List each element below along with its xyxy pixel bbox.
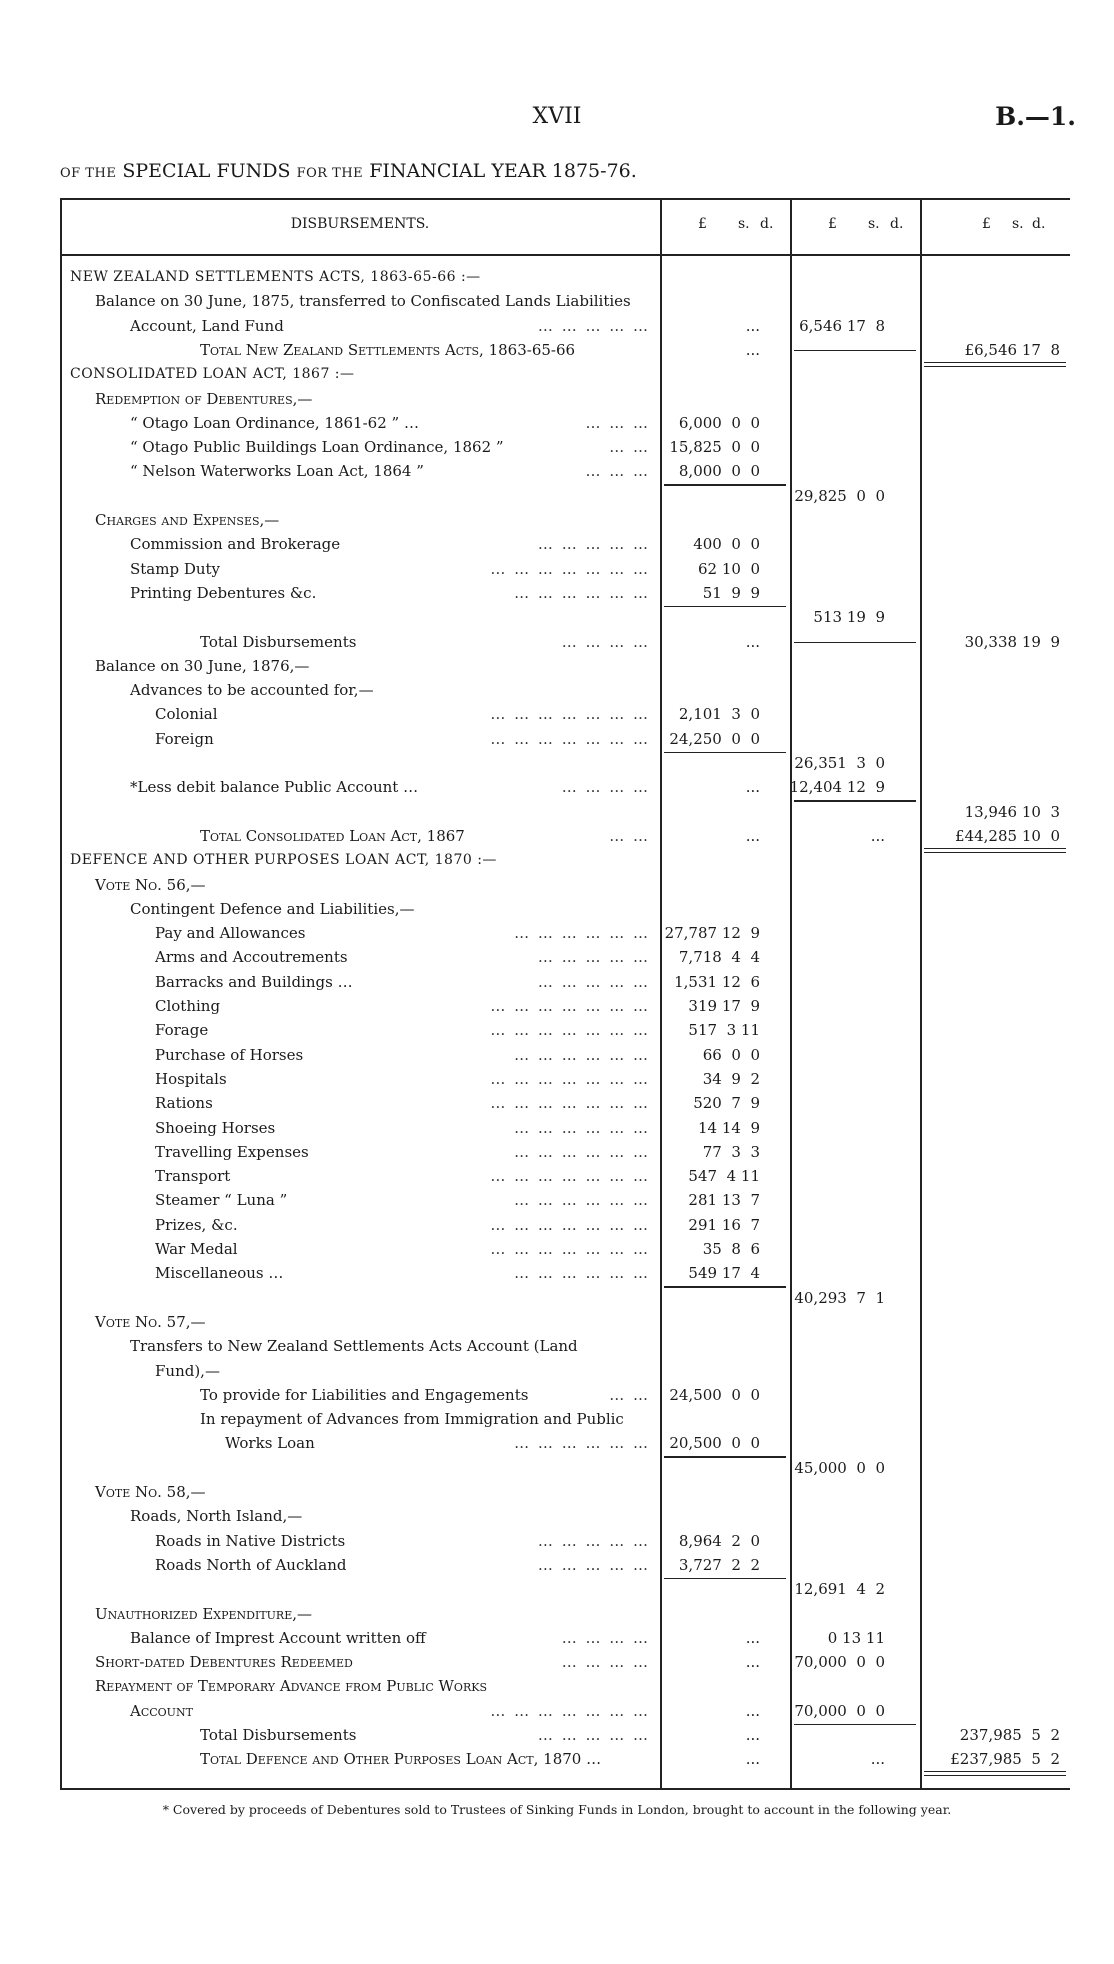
table-row <box>60 365 1070 383</box>
table-row <box>60 487 1070 505</box>
row-label: DEFENCE AND OTHER PURPOSES LOAN ACT, 1870 :— <box>70 852 497 869</box>
leader-dots: … … … … … … … <box>490 1240 650 1258</box>
table-top-rule <box>60 198 1070 200</box>
heading-special-funds: SPECIAL FUNDS <box>122 160 291 182</box>
table-row <box>60 1094 1070 1112</box>
table-row <box>60 317 1070 335</box>
row-label: Shoeing Horses <box>155 1118 276 1137</box>
page-heading <box>60 160 637 182</box>
subtotal-rule <box>794 1724 916 1726</box>
table-row <box>60 1434 1070 1452</box>
leader-dots: … … … … <box>561 632 650 651</box>
amount-cell: 7,718 4 4 <box>678 948 760 967</box>
table-row <box>60 730 1070 748</box>
amount-cell: 8,964 2 0 <box>678 1531 760 1550</box>
leader-dots: … … … … … <box>537 1531 650 1550</box>
total-double-rule <box>924 1771 1066 1776</box>
amount-cell: 70,000 0 0 <box>794 1653 885 1672</box>
row-label: In repayment of Advances from Immigration and Public <box>200 1410 624 1429</box>
row-label: Total Disbursements <box>200 1726 357 1744</box>
leader-dots: … … … … … … <box>514 1045 650 1064</box>
amount-cell: 517 3 11 <box>688 1021 760 1040</box>
amount-cell: £6,546 17 8 <box>964 340 1060 359</box>
amount-cell: 12,691 4 2 <box>794 1580 885 1599</box>
leader-dots: … … … … … <box>537 535 650 554</box>
table-row <box>60 438 1070 456</box>
header-bottom-rule <box>60 254 1070 256</box>
amount-cell: ... <box>745 340 760 359</box>
header-disbursements: DISBURSEMENTS. <box>290 216 430 232</box>
row-label: Balance of Imprest Account written off <box>130 1628 426 1647</box>
row-label: Printing Debentures &c. <box>130 583 317 602</box>
table-row <box>60 1119 1070 1137</box>
leader-dots: … … … … <box>561 1653 650 1672</box>
sum-rule <box>794 642 916 644</box>
amount-cell: ... <box>745 1628 760 1647</box>
row-label: Works Loan <box>225 1434 315 1453</box>
column-divider-3 <box>920 198 922 1790</box>
row-label: Steamer “ Luna ” <box>155 1191 288 1210</box>
row-label: Hospitals <box>155 1069 227 1088</box>
leader-dots: … … … … … <box>537 1726 650 1744</box>
table-row <box>60 754 1070 772</box>
amount-cell: ... <box>745 1653 760 1672</box>
amount-cell: 15,825 0 0 <box>669 438 760 457</box>
table-row <box>60 1337 1070 1355</box>
amount-cell: 26,351 3 0 <box>794 754 885 772</box>
leader-dots: … … … … … … … <box>490 1069 650 1088</box>
row-label: Unauthorized Expenditure,— <box>95 1604 313 1623</box>
column-divider-2 <box>790 198 792 1790</box>
leader-dots: … … … … … <box>537 948 650 967</box>
table-row <box>60 1532 1070 1550</box>
amount-cell: 62 10 0 <box>697 559 760 578</box>
amount-cell: 77 3 3 <box>702 1142 760 1161</box>
row-label: Arms and Accoutrements <box>155 948 348 967</box>
footnote: * Covered by proceeds of Debentures sold to Trustees of Sinking Funds in London, brought to account in the following year. <box>162 1802 952 1817</box>
table-row <box>60 1605 1070 1623</box>
heading-for: FOR THE <box>296 166 364 181</box>
table-row <box>60 924 1070 942</box>
amount-cell: 14 14 9 <box>697 1118 760 1137</box>
table-row <box>60 705 1070 723</box>
table-row <box>60 1556 1070 1574</box>
leader-dots: … … … … … … <box>514 583 650 602</box>
row-label: War Medal <box>155 1240 238 1258</box>
amount-cell: 66 0 0 <box>702 1045 760 1064</box>
column-unit-3-1: £ <box>982 216 991 232</box>
row-label: *Less debit balance Public Account … <box>130 778 419 797</box>
table-row <box>60 292 1070 310</box>
amount-cell: 1,531 12 6 <box>674 972 760 991</box>
table-row <box>60 1313 1070 1331</box>
column-divider-1 <box>660 198 662 1790</box>
amount-cell: ... <box>870 826 885 845</box>
heading-financial-year: FINANCIAL YEAR 1875-76. <box>369 160 637 182</box>
table-row <box>60 1046 1070 1064</box>
leader-dots: … … … … … <box>537 972 650 991</box>
table-row <box>60 1750 1070 1768</box>
leader-dots: … … <box>609 826 650 845</box>
subtotal-rule <box>664 1578 786 1580</box>
column-unit-2-2: s. <box>868 216 880 232</box>
row-label: Stamp Duty <box>130 559 221 578</box>
column-unit-3-3: d. <box>1032 216 1046 232</box>
amount-cell: ... <box>745 632 760 651</box>
amount-cell: 291 16 7 <box>688 1215 760 1234</box>
leader-dots: … … … … <box>561 778 650 797</box>
table-left-border <box>60 198 62 1790</box>
row-label: Purchase of Horses <box>155 1045 304 1064</box>
amount-cell: ... <box>745 1750 760 1769</box>
leader-dots: … … … … … … … <box>490 1021 650 1040</box>
table-row <box>60 1726 1070 1744</box>
table-row <box>60 1629 1070 1647</box>
row-label: Rations <box>155 1094 213 1113</box>
amount-cell: ... <box>870 1750 885 1769</box>
leader-dots: … … … … … … … <box>490 1094 650 1113</box>
table-row <box>60 1191 1070 1209</box>
table-row <box>60 633 1070 651</box>
row-label: Colonial <box>155 705 218 724</box>
table-row <box>60 535 1070 553</box>
document-reference: B.—1. <box>995 102 1076 131</box>
amount-cell: 281 13 7 <box>688 1191 760 1210</box>
table-row <box>60 1580 1070 1598</box>
row-label: Commission and Brokerage <box>130 535 341 554</box>
table-row <box>60 1264 1070 1282</box>
row-label: Total Consolidated Loan Act, 1867 <box>200 826 465 845</box>
amount-cell: 70,000 0 0 <box>794 1701 885 1720</box>
row-label: Vote No. 58,— <box>95 1483 206 1501</box>
row-label: Total Defence and Other Purposes Loan Act, 1870 … <box>200 1750 602 1769</box>
table-row <box>60 1289 1070 1307</box>
row-label: Fund),— <box>155 1361 220 1380</box>
row-label: Transport <box>155 1167 231 1186</box>
amount-cell: ... <box>745 316 760 335</box>
amount-cell: 20,500 0 0 <box>669 1434 760 1453</box>
table-row <box>60 1653 1070 1671</box>
row-label: Short-dated Debentures Redeemed <box>95 1653 353 1672</box>
amount-cell: 549 17 4 <box>688 1264 760 1283</box>
row-label: “ Otago Loan Ordinance, 1861-62 ” … <box>130 413 419 432</box>
amount-cell: 8,000 0 0 <box>678 462 760 481</box>
row-label: “ Nelson Waterworks Loan Act, 1864 ” <box>130 462 424 481</box>
leader-dots: … … … … … … … <box>490 705 650 724</box>
amount-cell: 29,825 0 0 <box>794 486 885 505</box>
leader-dots: … … … … … … … <box>490 559 650 578</box>
amount-cell: 547 4 11 <box>688 1167 760 1186</box>
row-label: Redemption of Debentures,— <box>95 389 313 408</box>
column-unit-2-3: d. <box>890 216 904 232</box>
table-row <box>60 803 1070 821</box>
amount-cell: 24,500 0 0 <box>669 1385 760 1404</box>
amount-cell: 0 13 11 <box>827 1628 885 1647</box>
row-label: Repayment of Temporary Advance from Public Works <box>95 1677 487 1696</box>
amount-cell: £237,985 5 2 <box>950 1750 1060 1769</box>
row-label: Foreign <box>155 729 214 748</box>
leader-dots: … … … … … … <box>514 1434 650 1453</box>
leader-dots: … … … … … … <box>514 1118 650 1137</box>
row-label: Barracks and Buildings … <box>155 972 353 991</box>
amount-cell: 237,985 5 2 <box>959 1726 1060 1744</box>
row-label: NEW ZEALAND SETTLEMENTS ACTS, 1863-65-66 :— <box>70 269 481 285</box>
table-row <box>60 1386 1070 1404</box>
table-row <box>60 681 1070 699</box>
amount-cell: 6,000 0 0 <box>678 413 760 432</box>
row-label: Forage <box>155 1021 209 1040</box>
amount-cell: 34 9 2 <box>702 1069 760 1088</box>
row-label: “ Otago Public Buildings Loan Ordinance, 1862 ” <box>130 438 504 457</box>
table-row <box>60 778 1070 796</box>
table-row <box>60 1459 1070 1477</box>
table-row <box>60 268 1070 286</box>
leader-dots: … … … … … <box>537 316 650 335</box>
amount-cell: 27,787 12 9 <box>664 924 760 943</box>
table-row <box>60 827 1070 845</box>
row-label: Charges and Expenses,— <box>95 511 280 529</box>
leader-dots: … … … … … … … <box>490 729 650 748</box>
subtotal-rule <box>664 752 786 754</box>
disbursements-table <box>60 198 1070 1790</box>
amount-cell: ... <box>745 826 760 845</box>
table-row <box>60 1362 1070 1380</box>
table-row <box>60 390 1070 408</box>
column-unit-1-1: £ <box>698 216 707 232</box>
amount-cell: 400 0 0 <box>693 535 760 554</box>
amount-cell: ... <box>745 1726 760 1744</box>
amount-cell: £44,285 10 0 <box>955 826 1060 845</box>
leader-dots: … … … <box>585 462 650 481</box>
table-row <box>60 1677 1070 1695</box>
leader-dots: … … … … … … … <box>490 1701 650 1720</box>
row-label: Account, Land Fund <box>130 316 284 335</box>
table-row <box>60 876 1070 894</box>
leader-dots: … … … … <box>561 1628 650 1647</box>
amount-cell: 3,727 2 2 <box>678 1555 760 1574</box>
row-label: Balance on 30 June, 1875, transferred to Confiscated Lands Liabilities <box>95 292 631 311</box>
table-row <box>60 511 1070 529</box>
amount-cell: 45,000 0 0 <box>794 1458 885 1477</box>
subtotal-rule <box>664 1286 786 1288</box>
amount-cell: 51 9 9 <box>702 583 760 602</box>
leader-dots: … … … … … <box>537 1555 650 1574</box>
table-row <box>60 1167 1070 1185</box>
row-label: Contingent Defence and Liabilities,— <box>130 899 415 918</box>
table-row <box>60 948 1070 966</box>
table-row <box>60 462 1070 480</box>
column-unit-2-1: £ <box>828 216 837 232</box>
leader-dots: … … … … … … <box>514 1142 650 1161</box>
amount-cell: 6,546 17 8 <box>799 316 885 335</box>
table-row <box>60 1410 1070 1428</box>
table-row <box>60 1216 1070 1234</box>
row-label: Advances to be accounted for,— <box>130 681 374 700</box>
table-row <box>60 1507 1070 1525</box>
row-label: Roads in Native Districts <box>155 1531 346 1550</box>
amount-cell: 40,293 7 1 <box>794 1288 885 1307</box>
table-row <box>60 1240 1070 1258</box>
row-label: Balance on 30 June, 1876,— <box>95 656 310 675</box>
leader-dots: … … … … … … … <box>490 997 650 1015</box>
amount-cell: 513 19 9 <box>813 608 885 627</box>
amount-cell: 12,404 12 9 <box>789 778 885 797</box>
table-row <box>60 900 1070 918</box>
leader-dots: … … … … … … … <box>490 1215 650 1234</box>
page-number: XVII <box>532 104 582 129</box>
subtotal-rule <box>664 484 786 486</box>
row-label: Miscellaneous … <box>155 1264 284 1283</box>
table-row <box>60 657 1070 675</box>
leader-dots: … … … … … … <box>514 1264 650 1283</box>
column-unit-1-2: s. <box>738 216 750 232</box>
column-unit-1-3: d. <box>760 216 774 232</box>
table-row <box>60 608 1070 626</box>
row-label: Prizes, &c. <box>155 1215 238 1234</box>
table-row <box>60 1143 1070 1161</box>
table-row <box>60 1021 1070 1039</box>
row-label: Transfers to New Zealand Settlements Acts Account (Land <box>130 1337 578 1356</box>
table-row <box>60 1483 1070 1501</box>
row-label: Pay and Allowances <box>155 924 306 943</box>
amount-cell: ... <box>745 1701 760 1720</box>
amount-cell: 24,250 0 0 <box>669 729 760 748</box>
row-label: To provide for Liabilities and Engagements <box>200 1385 529 1404</box>
leader-dots: … … <box>609 438 650 457</box>
table-row <box>60 851 1070 869</box>
amount-cell: 13,946 10 3 <box>964 802 1060 821</box>
sum-rule <box>794 350 916 352</box>
row-label: Total Disbursements <box>200 632 357 651</box>
column-unit-3-2: s. <box>1012 216 1024 232</box>
leader-dots: … … … … … … <box>514 924 650 943</box>
table-row <box>60 560 1070 578</box>
leader-dots: … … … … … … <box>514 1191 650 1210</box>
subtotal-rule <box>664 1456 786 1458</box>
table-row <box>60 973 1070 991</box>
row-label: Account <box>130 1701 193 1720</box>
amount-cell: 30,338 19 9 <box>964 632 1060 651</box>
table-bottom-rule <box>60 1788 1070 1790</box>
leader-dots: … … <box>609 1385 650 1404</box>
row-label: CONSOLIDATED LOAN ACT, 1867 :— <box>70 366 355 383</box>
table-row <box>60 997 1070 1015</box>
table-row <box>60 414 1070 432</box>
row-label: Roads North of Auckland <box>155 1555 347 1574</box>
table-row <box>60 1702 1070 1720</box>
amount-cell: ... <box>745 778 760 797</box>
row-label: Clothing <box>155 997 221 1015</box>
amount-cell: 319 17 9 <box>688 997 760 1015</box>
table-row <box>60 1070 1070 1088</box>
table-row <box>60 341 1070 359</box>
row-label: Vote No. 56,— <box>95 875 206 894</box>
subtotal-rule <box>794 800 916 802</box>
row-label: Roads, North Island,— <box>130 1507 303 1526</box>
heading-prefix: OF THE <box>60 166 117 181</box>
amount-cell: 520 7 9 <box>693 1094 760 1113</box>
leader-dots: … … … … … … … <box>490 1167 650 1186</box>
table-row <box>60 584 1070 602</box>
row-label: Travelling Expenses <box>155 1142 309 1161</box>
amount-cell: 35 8 6 <box>702 1240 760 1258</box>
leader-dots: … … … <box>585 413 650 432</box>
row-label: Vote No. 57,— <box>95 1312 206 1331</box>
subtotal-rule <box>664 606 786 608</box>
row-label: Total New Zealand Settlements Acts, 1863-65-66 <box>200 340 576 359</box>
amount-cell: 2,101 3 0 <box>678 705 760 724</box>
